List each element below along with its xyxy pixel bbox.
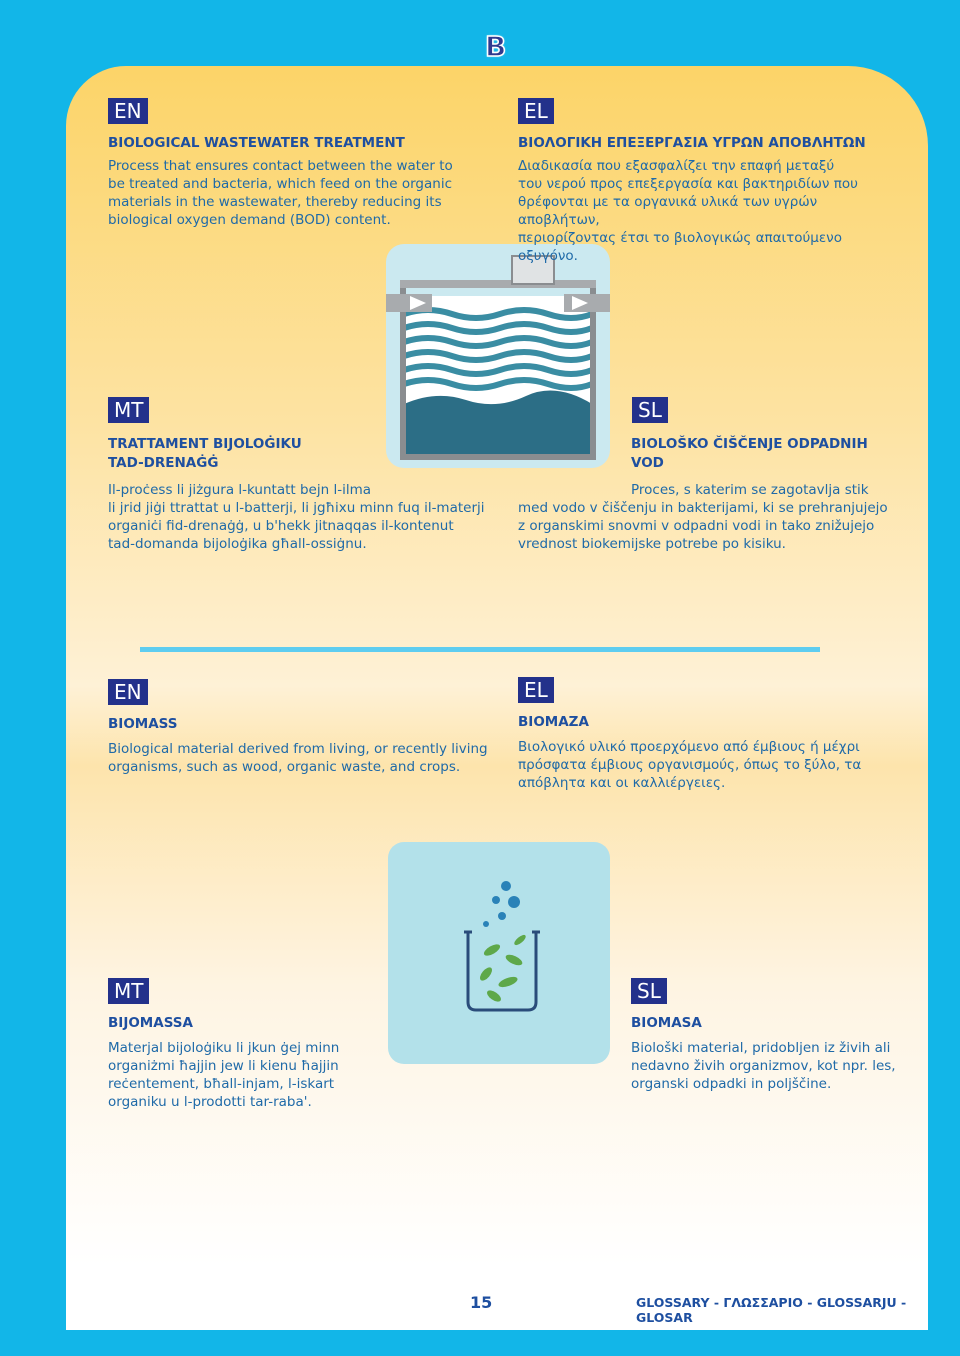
definition-text: Διαδικασία που εξασφαλίζει την επαφή μεταξύ του νερού προς επεξεργασία και βακτηριδίων που θρέφονται με τα οργανικά υλικά των υγρών αποβλήτων, περιορίζοντας έτσι το βιολογικώς απαιτούμενο οξυγόνο. [518,158,858,264]
language-tag-mt: MT [108,978,149,1004]
definition-text: Process that ensures contact between the water to be treated and bacteria, which feed on the organic materials in the wastewater, thereby reducing its biological oxygen demand (BOD) content. [108,158,453,228]
footer-glossary-title: GLOSSARY - ΓΛΩΣΣΑΡΙΟ - GLOSSARJU - GLOSAR [636,1295,907,1325]
language-tag-en: EN [108,98,148,124]
definition-text: Proces, s katerim se zagotavlja stik med vodo v čiščenju in bakterijami, ki se prehranjujejo z organskimi snovmi v odpadni vodi in tako znižujejo vrednost biokemijske potrebe po kisiku. [518,482,888,552]
entry2-mt [108,978,388,1111]
page-number: 15 [470,1293,493,1312]
language-tag-sl: SL [631,978,667,1004]
beaker-leaves-illustration [388,842,610,1064]
definition-text: Βιολογικό υλικό προερχόμενο από έμβιους ή μέχρι πρόσφατα έμβιους οργανισμούς, όπως το ξύλο, τα απόβλητα και οι καλλιέργειες. [518,739,862,791]
language-tag-sl: SL [632,397,668,423]
entry2-en [108,679,488,776]
entry1-en [108,98,468,229]
definition-text: Biological material derived from living, or recently living organisms, such as wood, organic waste, and crops. [108,741,488,775]
entry1-mt [108,397,488,553]
language-tag-el: EL [518,98,554,124]
term-heading: BIOMASS [108,716,178,732]
entry1-sl [518,397,898,553]
term-heading: BIJOMASSA [108,1015,193,1031]
term-heading: ΒΙΟΛΟΓΙΚΗ ΕΠΕΞΕΡΓΑΣΙΑ ΥΓΡΩΝ ΑΠΟΒΛΗΤΩΝ [518,135,866,151]
term-heading: BIOMASA [631,1015,702,1031]
language-tag-mt: MT [108,397,149,423]
entry1-el [518,98,898,265]
definition-text: Il-proċess li jiżgura l-kuntatt bejn l-ilma li jrid jiġi ttrattat u l-batterji, li jgħixu minn fuq il-materji organiċi fid-drenaġġ, u b'hekk jitnaqqas il-kontenut tad-domanda bijoloġika għall-ossiġnu. [108,482,485,552]
term-heading: BIOLOGICAL WASTEWATER TREATMENT [108,135,405,151]
definition-text: Materjal bijoloġiku li jkun ġej minn organiżmi ħajjin jew li kienu ħajjin reċentement, bħall-injam, l-iskart organiku u l-prodotti tar-raba'. [108,1040,340,1110]
term-heading: TRATTAMENT BIJOLOĠIKU TAD-DRENAĠĠ [108,436,302,471]
entry2-sl [631,978,911,1093]
definition-text: Biološki material, pridobljen iz živih ali nedavno živih organizmov, kot npr. les, organski odpadki in poljščine. [631,1040,896,1092]
language-tag-el: EL [518,677,554,703]
entry2-el [518,677,898,792]
section-divider [140,647,820,652]
page-letter: B [485,30,507,63]
language-tag-en: EN [108,679,148,705]
term-heading: BIOLOŠKO ČIŠČENJE ODPADNIH VOD [631,436,868,471]
term-heading: BIOMAZA [518,714,589,730]
